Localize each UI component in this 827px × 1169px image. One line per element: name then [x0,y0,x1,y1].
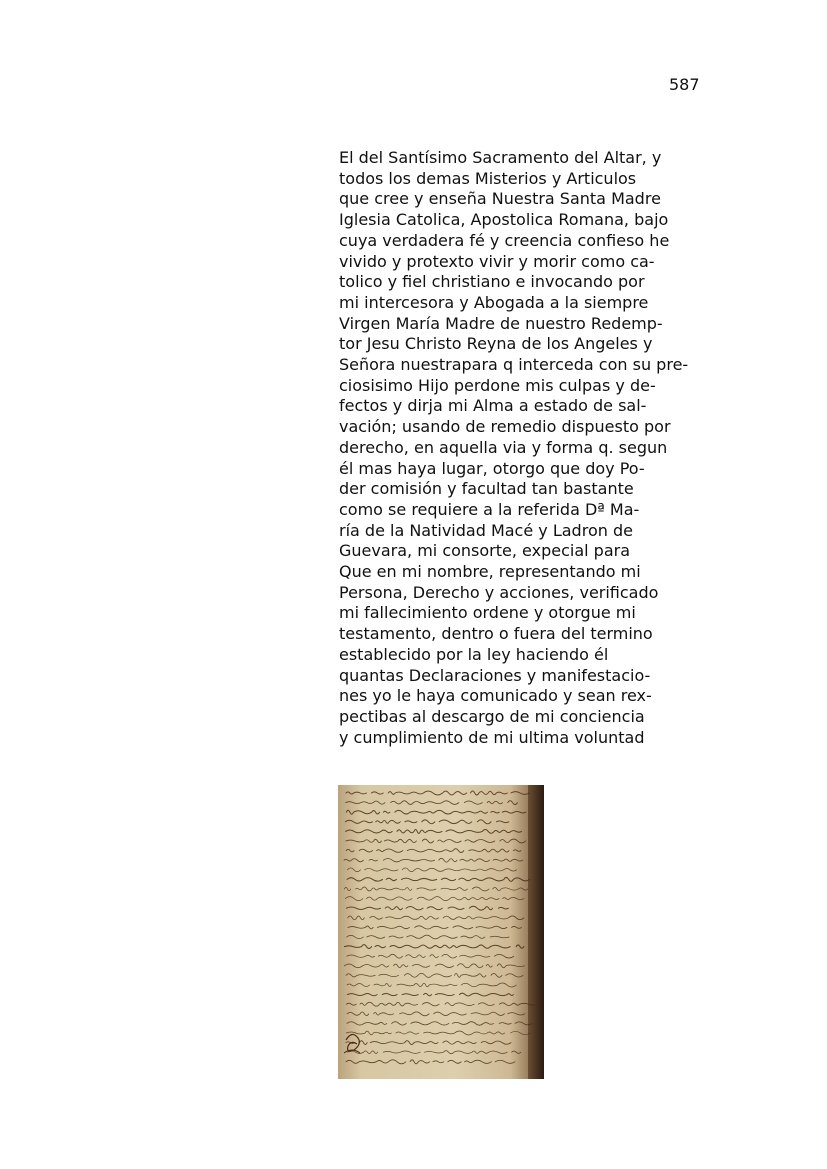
manuscript-photo [338,785,544,1079]
transcription-line: Señora nuestrapara q interceda con su pre- [339,355,689,375]
transcription-line: ciosisimo Hijo perdone mis culpas y de- [339,375,656,395]
transcription-line: ría de la Natividad Macé y Ladron de [339,520,633,540]
page-number: 587 [669,75,700,94]
transcription-line: Virgen María Madre de nuestro Redemp- [339,313,663,333]
transcription-line: nes yo le haya comunicado y sean rex- [339,686,652,706]
transcription-line: como se requiere a la referida Dª Ma- [339,499,640,519]
transcription-line: testamento, dentro o fuera del termino [339,624,653,644]
transcription-line: El del Santísimo Sacramento del Altar, y [339,148,662,167]
book-edge [528,785,544,1079]
transcription-line: tor Jesu Christo Reyna de los Angeles y [339,334,653,354]
transcription-line: establecido por la ley haciendo él [339,644,609,664]
transcription-line: fectos y dirja mi Alma a estado de sal- [339,396,647,416]
transcription-line: vivido y protexto vivir y morir como ca- [339,251,655,271]
transcription-line: Iglesia Catolica, Apostolica Romana, bajo [339,210,669,230]
transcription-line: mi fallecimiento ordene y otorgue mi [339,603,636,623]
transcription-line: der comisión y facultad tan bastante [339,479,634,499]
transcription-line: él mas haya lugar, otorgo que doy Po- [339,458,645,478]
transcription-line: todos los demas Misterios y Articulos [339,168,637,188]
transcription-line: que cree y enseña Nuestra Santa Madre [339,189,661,209]
transcription-line: Guevara, mi consorte, expecial para [339,541,630,561]
transcription-line: tolico y fiel christiano e invocando por [339,272,645,292]
transcription-line: Persona, Derecho y acciones, verificado [339,582,659,602]
transcription-line: quantas Declaraciones y manifestacio- [339,665,651,685]
transcription-line: mi intercesora y Abogada a la siempre [339,292,649,312]
transcription-line: pectibas al descargo de mi conciencia [339,706,645,726]
transcription-text [339,148,719,748]
transcription-line: cuya verdadera fé y creencia confieso he [339,230,670,250]
manuscript-page [338,785,534,1079]
transcription-line: Que en mi nombre, representando mi [339,562,641,582]
manuscript-image [338,785,544,1079]
transcription-line: derecho, en aquella via y forma q. segun [339,437,668,457]
transcription-line: y cumplimiento de mi ultima voluntad [339,727,645,747]
transcription-line: vación; usando de remedio dispuesto por [339,417,671,437]
